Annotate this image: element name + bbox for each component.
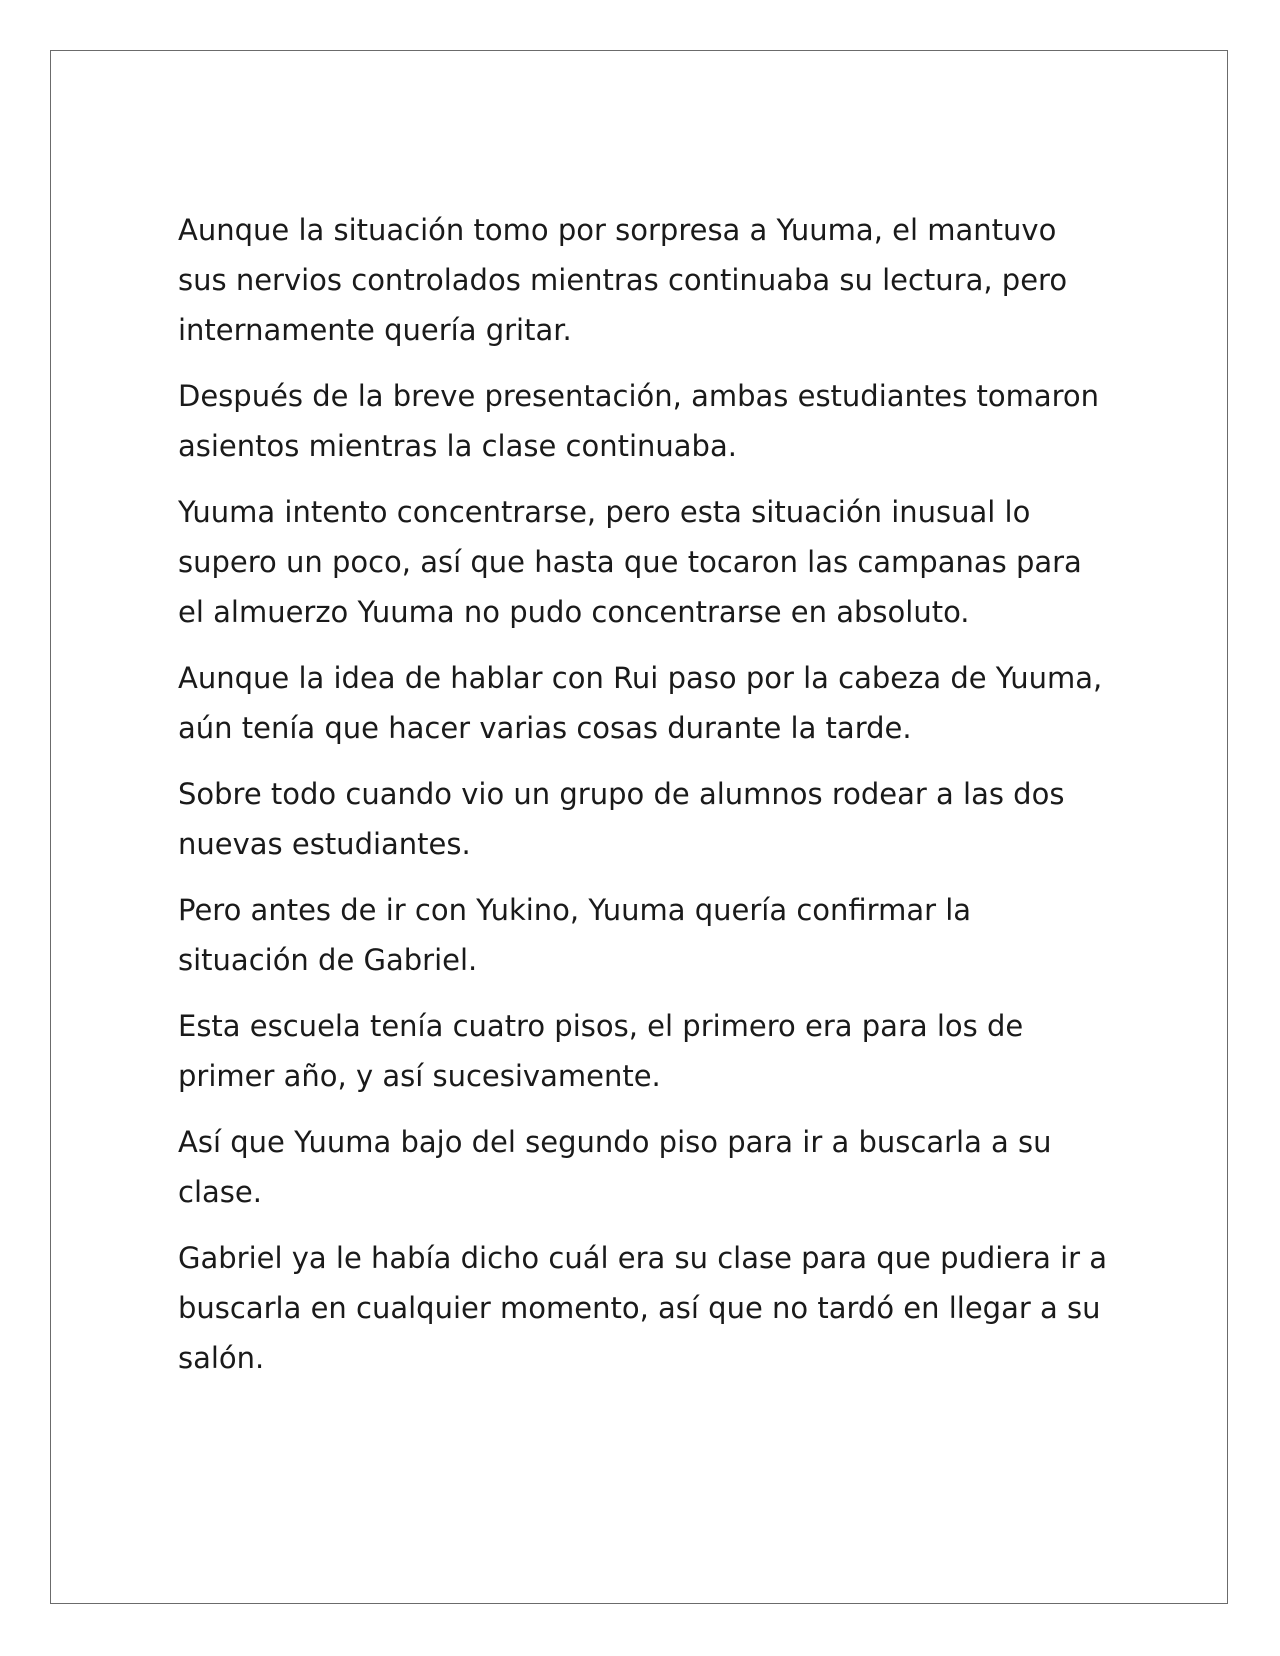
- paragraph: Así que Yuuma bajo del segundo piso para ir a buscarla a su clase.: [178, 1125, 1052, 1209]
- paragraph: Gabriel ya le había dicho cuál era su clase para que pudiera ir a buscarla en cualquier momento, así que no tardó en llegar a su salón.: [178, 1241, 1108, 1375]
- document-body: [178, 205, 1108, 1399]
- paragraph: Después de la breve presentación, ambas estudiantes tomaron asientos mientras la clase continuaba.: [178, 379, 1100, 463]
- paragraph: Yuuma intento concentrarse, pero esta situación inusual lo supero un poco, así que hasta que tocaron las campanas para el almuerzo Yuuma no pudo concentrarse en absoluto.: [178, 495, 1082, 629]
- paragraph: Pero antes de ir con Yukino, Yuuma quería confirmar la situación de Gabriel.: [178, 893, 972, 977]
- paragraph: Aunque la idea de hablar con Rui paso por la cabeza de Yuuma, aún tenía que hacer varias cosas durante la tarde.: [178, 661, 1103, 745]
- paragraph: Esta escuela tenía cuatro pisos, el primero era para los de primer año, y así sucesivamente.: [178, 1009, 1024, 1093]
- paragraph: Sobre todo cuando vio un grupo de alumnos rodear a las dos nuevas estudiantes.: [178, 777, 1065, 861]
- paragraph: Aunque la situación tomo por sorpresa a Yuuma, el mantuvo sus nervios controlados mientras continuaba su lectura, pero internamente quería gritar.: [178, 213, 1068, 347]
